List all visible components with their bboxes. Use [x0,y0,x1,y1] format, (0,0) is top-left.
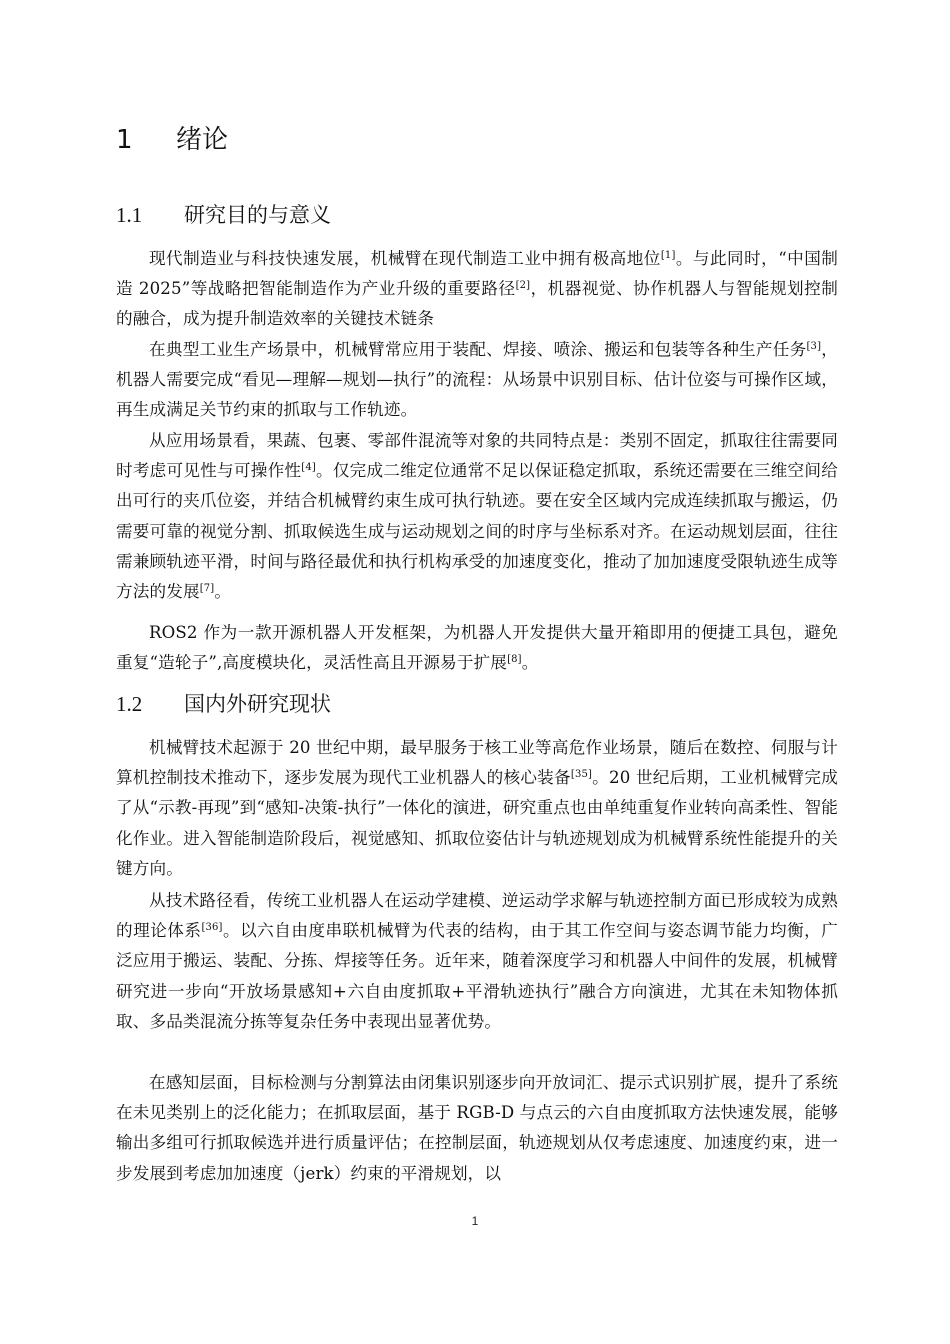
chapter-heading [116,118,228,162]
paragraph-text: 从应用场景看，果蔬、包裹、零部件混流等对象的共同特点是：类别不固定，抓取往往需要同时考虑可见性与可操作性 [116,431,838,481]
paragraph-text: ，机器视觉、协作机器人与智能规划控制的融合，成为提升制造效率的关键技术链条 [116,279,839,329]
section-title: 研究目的与意义 [184,203,331,227]
paragraph-text: ，机器人需要完成“看见—理解—规划—执行”的流程：从场景中识别目标、估计位姿与可操作区域，再生成满足关节约束的抓取与工作轨迹。 [116,340,838,420]
paragraph-text: 。仅完成二维定位通常不足以保证稳定抓取，系统还需要在三维空间给出可行的夹爪位姿，并结合机械臂约束生成可执行轨迹。要在安全区域内完成连续抓取与搬运，仍需要可靠的视觉分割、抓取候选生成与运动规划之间的时序与坐标系对齐。在运动规划层面，往往需兼顾轨迹平滑，时间与路径最优和执行机构承受的加速度变化，推动了加加速度受限轨迹生成等方法的发展 [116,461,838,602]
paragraph-text: 。20 世纪后期，工业机械臂完成了从“示教-再现”到“感知-决策-执行”一体化的演进，研究重点也由单纯重复作业转向高柔性、智能化作业。进入智能制造阶段后，视觉感知、抓取位姿估计与轨迹规划成为机械臂系统性能提升的关键方向。 [116,768,838,878]
body-paragraph [116,733,838,884]
body-paragraph [116,618,838,678]
paragraph-text: 在典型工业生产场景中，机械臂常应用于装配、焊接、喷涂、搬运和包装等各种生产任务 [149,340,807,359]
paragraph-text: 。以六自由度串联机械臂为代表的结构，由于其工作空间与姿态调节能力均衡，广泛应用于搬运、装配、分拣、焊接等任务。近年来，随着深度学习和机器人中间件的发展，机械臂研究进一步向“开放场景感知+六自由度抓取+平滑轨迹执行”融合方向演进，尤其在未知物体抓取、多品类混流分拣等复杂任务中表现出显著优势。 [116,921,839,1031]
paragraph-text: 在感知层面，目标检测与分割算法由闭集识别逐步向开放词汇、提示式识别扩展，提升了系统在未见类别上的泛化能力；在抓取层面，基于 RGB-D 与点云的六自由度抓取方法快速发展，能够输出多组可行抓取候选并进行质量评估；在控制层面，轨迹规划从仅考虑速度、加速度约束，进一步发展到考虑加加速度（jerk）约束的平滑规划，以 [116,1073,838,1183]
body-paragraph [116,426,838,607]
paragraph-text: 机械臂技术起源于 20 世纪中期，最早服务于核工业等高危作业场景，随后在数控、伺服与计算机控制技术推动下，逐步发展为现代工业机器人的核心装备 [116,738,838,788]
citation-marker: [8] [507,654,522,666]
citation-marker: [4] [301,462,316,474]
section-number: 1.2 [116,692,143,716]
citation-marker: [7] [199,583,215,595]
paragraph-text: 从技术路径看，传统工业机器人在运动学建模、逆运动学求解与轨迹控制方面已形成较为成熟的理论体系 [116,891,838,941]
citation-marker: [3] [806,341,822,352]
page-number: 1 [471,1214,479,1228]
citation-marker: [35] [570,769,593,781]
body-paragraph [116,886,838,1037]
paragraph-text: 现代制造业与科技快速发展，机械臂在现代制造工业中拥有极高地位 [149,249,661,268]
citation-marker: [1] [660,250,676,261]
body-paragraph [116,1068,838,1189]
paragraph-text: 。 [521,653,539,673]
paragraph-text: 。 [214,582,232,602]
section-title: 国内外研究现状 [184,692,331,716]
section-heading [116,686,331,722]
citation-marker: [36] [201,922,223,934]
paragraph-text: ROS2 作为一款开源机器人开发框架，为机器人开发提供大量开箱即用的便捷工具包，避免重复“造轮子”,高度模块化，灵活性高且开源易于扩展 [116,623,838,673]
chapter-title: 绪论 [176,125,229,155]
body-paragraph [116,244,838,335]
section-heading [116,197,331,233]
section-number: 1.1 [116,203,143,227]
chapter-number: 1 [116,125,133,155]
citation-marker: [2] [515,280,531,292]
body-paragraph [116,335,838,426]
paragraph-text: 。与此同时，“中国制造 2025”等战略把智能制造作为产业升级的重要路径 [116,249,839,299]
